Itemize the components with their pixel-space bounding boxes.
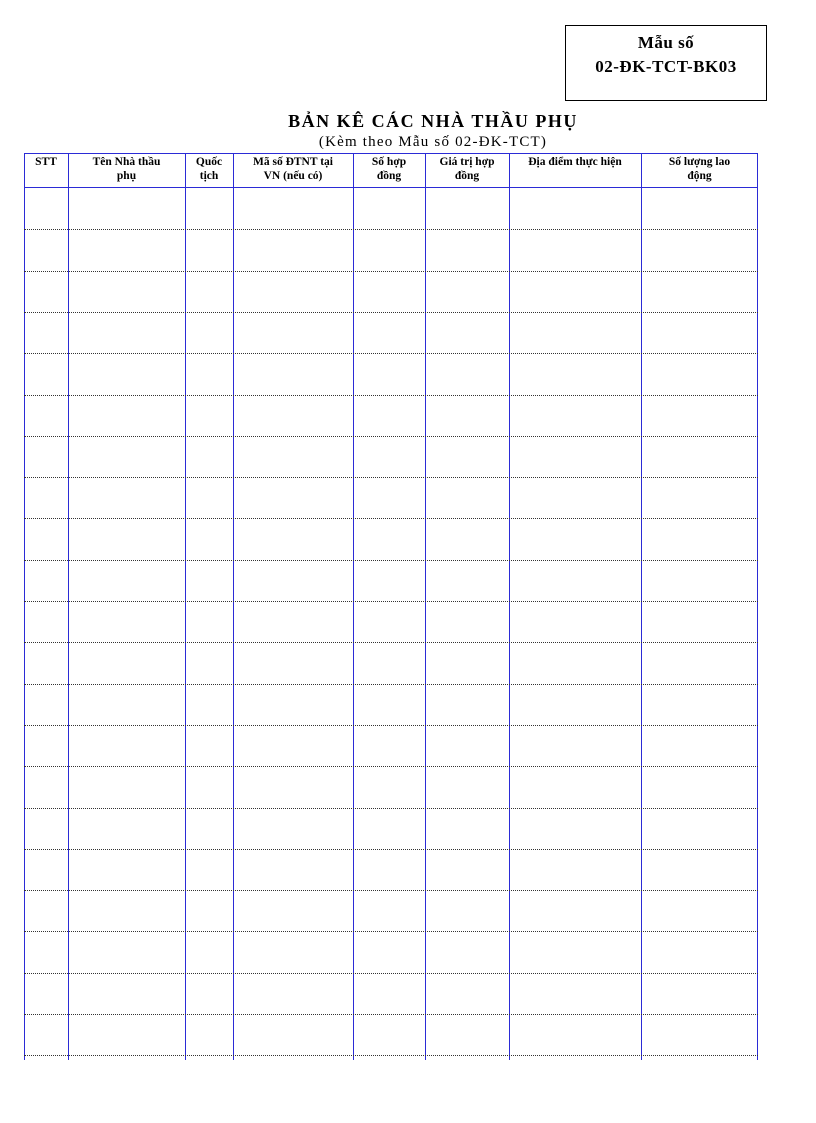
table-row (24, 973, 758, 1014)
form-code-label: Mẫu số (637, 33, 695, 52)
column-header-nationality (185, 155, 233, 183)
column-header-line: Số lượng lao (668, 156, 731, 168)
table-row (24, 395, 758, 436)
column-header-line: Số hợp (371, 156, 407, 168)
table-row (24, 1014, 758, 1055)
column-header-contract-number (353, 155, 425, 183)
table-row (24, 642, 758, 683)
table-row (24, 931, 758, 972)
column-header-subcontractor-name (68, 155, 185, 183)
table-row (24, 560, 758, 601)
document-title: BẢN KÊ CÁC NHÀ THẦU PHỤ (288, 111, 578, 131)
form-code-number: 02-ĐK-TCT-BK03 (595, 57, 737, 76)
column-header-line: Tên Nhà thầu (92, 156, 161, 168)
column-header-line: tịch (199, 170, 219, 182)
table-row (24, 890, 758, 931)
subcontractor-table (24, 153, 758, 1061)
table-row (24, 808, 758, 849)
table-row (24, 477, 758, 518)
table-row (24, 353, 758, 394)
table-row (24, 271, 758, 312)
column-header-labor-count (641, 155, 758, 183)
column-header-line: Quốc (195, 156, 223, 168)
table-row (24, 436, 758, 477)
column-header-line: động (687, 170, 712, 182)
table-row (24, 188, 758, 229)
column-header-line: Địa điểm thực hiện (528, 156, 622, 168)
table-row (24, 601, 758, 642)
table-row (24, 849, 758, 890)
column-header-line: Giá trị hợp (439, 156, 495, 168)
column-header-tax-code (233, 155, 353, 183)
column-header-line: đồng (376, 170, 402, 182)
table-row (24, 312, 758, 353)
column-header-line: STT (35, 156, 57, 168)
column-header-stt (24, 155, 68, 169)
column-header-line: Mã số ĐTNT tại (253, 156, 333, 168)
table-row (24, 684, 758, 725)
document-subtitle: (Kèm theo Mẫu số 02-ĐK-TCT) (318, 134, 548, 150)
table-row (24, 766, 758, 807)
row-separator (24, 1055, 758, 1056)
column-header-line: đồng (454, 170, 480, 182)
column-header-line: VN (nếu có) (263, 170, 323, 182)
column-header-contract-value (425, 155, 509, 183)
table-row (24, 229, 758, 270)
form-code-box (565, 25, 767, 101)
table-row (24, 725, 758, 766)
column-header-location (509, 155, 641, 169)
column-header-line: phụ (116, 170, 137, 182)
table-row (24, 518, 758, 559)
table-top-border (24, 153, 758, 154)
